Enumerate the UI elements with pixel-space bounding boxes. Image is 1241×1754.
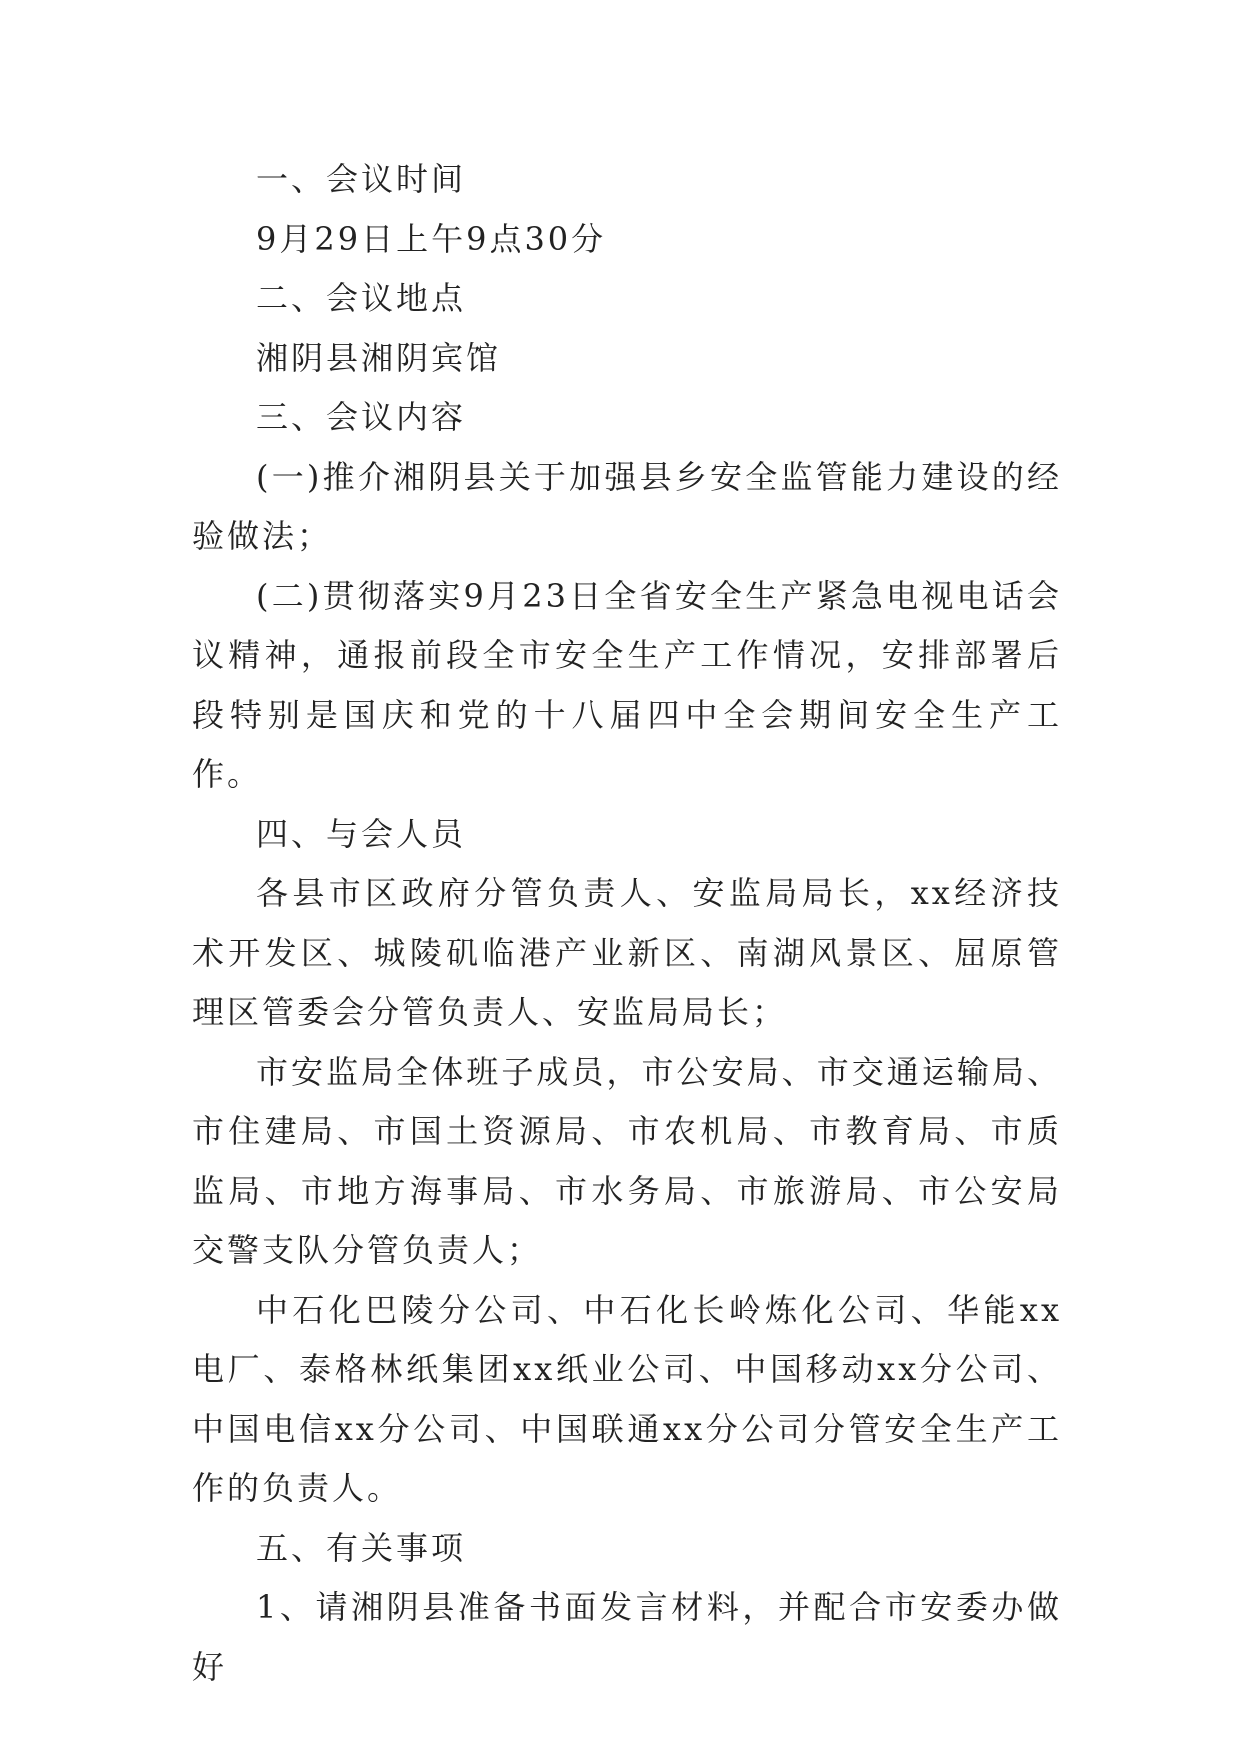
section-heading-meeting-location: 二、会议地点	[256, 279, 467, 317]
section-heading-meeting-time: 一、会议时间	[256, 160, 467, 198]
meeting-time-value: 9月29日上午9点30分	[256, 219, 607, 258]
meeting-location-value: 湘阴县湘阴宾馆	[256, 338, 502, 377]
document-body	[192, 150, 1062, 1697]
meeting-content-item-1: (一)推介湘阴县关于加强县乡安全监管能力建设的经验做法；	[192, 457, 1062, 555]
attendees-paragraph-2: 市安监局全体班子成员，市公安局、市交通运输局、市住建局、市国土资源局、市农机局、市教育局、市质监局、市地方海事局、市水务局、市旅游局、市公安局交警支队分管负责人；	[192, 1052, 1062, 1269]
section-heading-related-matters: 五、有关事项	[256, 1528, 467, 1567]
attendees-paragraph-1: 各县市区政府分管负责人、安监局局长，xx经济技术开发区、城陵矶临港产业新区、南湖风景区、屈原管理区管委会分管负责人、安监局局长；	[192, 874, 1062, 1031]
section-heading-attendees: 四、与会人员	[256, 814, 467, 853]
attendees-paragraph-3: 中石化巴陵分公司、中石化长岭炼化公司、华能xx电厂、泰格林纸集团xx纸业公司、中国移动xx分公司、中国电信xx分公司、中国联通xx分公司分管安全生产工作的负责人。	[192, 1290, 1062, 1507]
related-matters-item-1: 1、请湘阴县准备书面发言材料，并配合市安委办做好	[192, 1588, 1062, 1686]
section-heading-meeting-content: 三、会议内容	[256, 398, 467, 436]
meeting-content-item-2: (二)贯彻落实9月23日全省安全生产紧急电视电话会议精神，通报前段全市安全生产工作情况，安排部署后段特别是国庆和党的十八届四中全会期间安全生产工作。	[192, 576, 1062, 793]
